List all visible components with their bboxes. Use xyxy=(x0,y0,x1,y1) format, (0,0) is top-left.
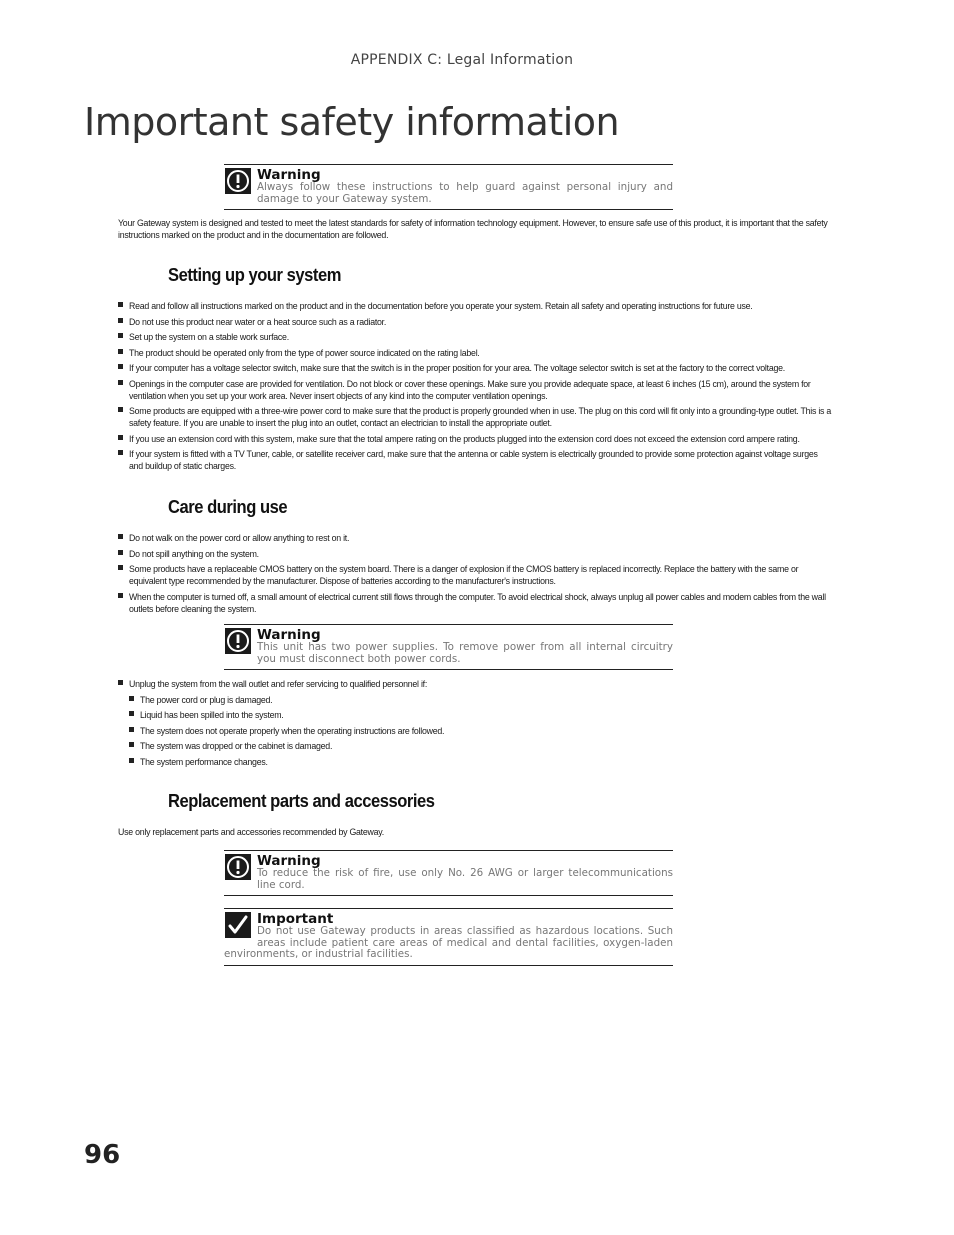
page-number: 96 xyxy=(84,1140,121,1170)
list-item: If you use an extension cord with this system, make sure that the total ampere rating on the products plugged into the extension cord does not exceed the extension cord ampere rating. xyxy=(118,433,833,445)
warning-icon xyxy=(225,854,251,880)
callout-text: This unit has two power supplies. To remove power from all internal circuitry you must disconnect both power cords. xyxy=(257,641,673,665)
callout-label: Warning xyxy=(257,853,321,869)
running-header: APPENDIX C: Legal Information xyxy=(350,52,574,68)
list-item: Do not use this product near water or a heat source such as a radiator. xyxy=(118,316,833,328)
warning-callout xyxy=(224,624,673,670)
callout-text: Always follow these instructions to help guard against personal injury and damage to your Gateway system. xyxy=(257,181,673,205)
warning-callout xyxy=(224,850,673,896)
checkmark-icon xyxy=(225,912,251,938)
callout-text: To reduce the risk of fire, use only No. 26 AWG or larger telecommunications line cord. xyxy=(257,867,673,891)
callout-label: Warning xyxy=(257,167,321,183)
callout-text: Do not use Gateway products in areas classified as hazardous locations. Such areas include patient care areas of medical and dental facilities, oxygen-laden environments, or industrial facilities. xyxy=(224,925,673,960)
list-item: If your system is fitted with a TV Tuner, cable, or satellite receiver card, make sure that the antenna or cable system is electrically grounded to provide some protection against voltage surges and buildup of static charges. xyxy=(118,448,833,472)
list-item: Read and follow all instructions marked on the product and in the documentation before you operate your system. Retain all safety and operating instructions for future use. xyxy=(118,300,833,312)
important-callout xyxy=(224,908,673,966)
list-item: Some products have a replaceable CMOS battery on the system board. There is a danger of explosion if the CMOS battery is replaced incorrectly. Replace the battery with the same or equivalent type recommended by the manufacturer. Dispose of batteries according to the manufacturer's instructions. xyxy=(118,563,833,587)
sub-list-item: The system performance changes. xyxy=(129,756,833,768)
list-item: Set up the system on a stable work surface. xyxy=(118,331,833,343)
section-heading-replacement: Replacement parts and accessories xyxy=(168,791,435,811)
list-item: Do not spill anything on the system. xyxy=(118,548,833,560)
unplug-list xyxy=(118,678,833,771)
sub-list-item: The system does not operate properly when the operating instructions are followed. xyxy=(129,725,833,737)
replacement-paragraph: Use only replacement parts and accessories recommended by Gateway. xyxy=(118,827,384,837)
list-item: If your computer has a voltage selector switch, make sure that the switch is in the proper position for your area. The voltage selector switch is set at the factory to the correct voltage. xyxy=(118,362,833,374)
warning-callout xyxy=(224,164,673,210)
list-item: Openings in the computer case are provided for ventilation. Do not block or cover these openings. Make sure you provide adequate space, at least 6 inches (15 cm), around the system for ventilation when you set up your work area. Never insert objects of any kind into the computer ventilation openings. xyxy=(118,378,833,402)
intro-paragraph: Your Gateway system is designed and tested to meet the latest standards for safety of information technology equipment. However, to ensure safe use of this product, it is important that the safety instructions marked on the product and in the documentation are followed. xyxy=(118,218,828,240)
list-item: When the computer is turned off, a small amount of electrical current still flows through the computer. To avoid electrical shock, always unplug all power cables and modem cables from the wall outlets before cleaning the system. xyxy=(118,591,833,615)
sub-list-item: Liquid has been spilled into the system. xyxy=(129,709,833,721)
warning-icon xyxy=(225,628,251,654)
warning-icon xyxy=(225,168,251,194)
section-heading-setup: Setting up your system xyxy=(168,265,342,285)
section-heading-care: Care during use xyxy=(168,497,288,517)
care-list xyxy=(118,532,833,618)
page-title: Important safety information xyxy=(84,100,620,144)
list-item: Unplug the system from the wall outlet and refer servicing to qualified personnel if: xyxy=(118,678,833,690)
sub-list-item: The power cord or plug is damaged. xyxy=(129,694,833,706)
list-item: Some products are equipped with a three-wire power cord to make sure that the product is properly grounded when in use. The plug on this cord will fit only into a grounding-type outlet. This is a safety feature. If you are unable to insert the plug into an outlet, contact an electrician to install the appropriate outlet. xyxy=(118,405,833,429)
setup-list xyxy=(118,300,833,476)
callout-label: Warning xyxy=(257,627,321,643)
list-item: The product should be operated only from the type of power source indicated on the rating label. xyxy=(118,347,833,359)
callout-label: Important xyxy=(257,911,334,927)
sub-list-item: The system was dropped or the cabinet is damaged. xyxy=(129,740,833,752)
list-item: Do not walk on the power cord or allow anything to rest on it. xyxy=(118,532,833,544)
